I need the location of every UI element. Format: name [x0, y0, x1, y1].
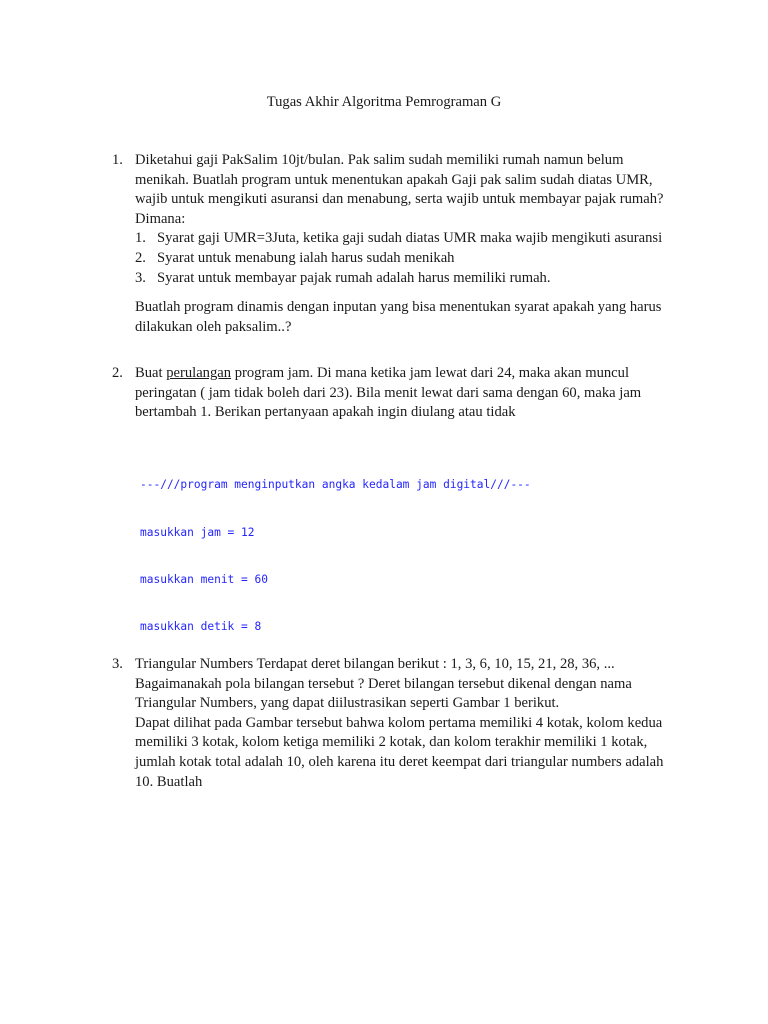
condition-number: 1. — [135, 230, 146, 247]
question-number: 2. — [112, 365, 123, 381]
console-line: masukkan menit = 60 — [140, 572, 268, 586]
condition-text: Syarat untuk menabung ialah harus sudah menikah — [157, 249, 455, 266]
condition-list — [135, 229, 672, 288]
question-3 — [112, 655, 672, 792]
document-title: Tugas Akhir Algoritma Pemrograman G — [266, 94, 502, 110]
question-1 — [112, 151, 672, 337]
question-paragraph: Triangular Numbers Terdapat deret bilangan berikut : 1, 3, 6, 10, 15, 21, 28, 36, ... Bagaimanakah pola bilangan tersebut ? Deret bilangan tersebut dikenal dengan nama Triangular Numbers, yang dapat diilustrasikan seperti Gambar 1 berikut. — [135, 656, 632, 712]
condition-text: Syarat untuk membayar pajak rumah adalah harus memiliki rumah. — [157, 269, 551, 286]
console-line: ---///program menginputkan angka kedalam jam digital///--- — [140, 478, 531, 492]
console-output — [140, 446, 610, 640]
condition-number: 3. — [135, 269, 146, 286]
condition-text: Syarat gaji UMR=3Juta, ketika gaji sudah diatas UMR maka wajib mengikuti asuransi — [157, 230, 663, 247]
condition-item — [135, 229, 672, 249]
question-text: Diketahui gaji PakSalim 10jt/bulan. Pak salim sudah memiliki rumah namun belum menikah. Buatlah program untuk menentukan apakah Gaji pak salim sudah diatas UMR, wajib untuk mengikuti asuransi dan menabung, serta wajib untuk membayar pajak rumah? Dimana: — [135, 152, 664, 227]
question-closing: Buatlah program dinamis dengan inputan yang bisa menentukan syarat apakah yang harus dilakukan oleh paksalim..? — [135, 299, 662, 335]
condition-item — [135, 269, 672, 289]
question-paragraph: Dapat dilihat pada Gambar tersebut bahwa kolom pertama memiliki 4 kotak, kolom kedua memiliki 3 kotak, kolom ketiga memiliki 2 kotak, dan kolom terakhir memiliki 1 kotak, jumlah kotak total adalah 10, oleh karena itu deret keempat dari triangular numbers adalah 10. Buatlah — [135, 714, 664, 790]
question-text-part: program jam. Di mana ketika jam lewat dari 24, maka akan muncul peringatan ( jam tidak boleh dari 23). Bila menit lewat dari sama dengan 60, maka jam bertambah 1. Berikan pertanyaan apakah ingin diulang atau tidak — [135, 365, 642, 421]
question-number: 1. — [112, 152, 123, 168]
underlined-keyword: perulangan — [166, 365, 232, 381]
question-2 — [112, 364, 672, 423]
question-text — [135, 364, 672, 423]
condition-number: 2. — [135, 249, 146, 266]
condition-item — [135, 249, 672, 269]
console-line: masukkan jam = 12 — [140, 525, 255, 539]
question-number: 3. — [112, 656, 123, 672]
console-line: masukkan detik = 8 — [140, 619, 262, 633]
question-text-part: Buat — [135, 365, 167, 381]
